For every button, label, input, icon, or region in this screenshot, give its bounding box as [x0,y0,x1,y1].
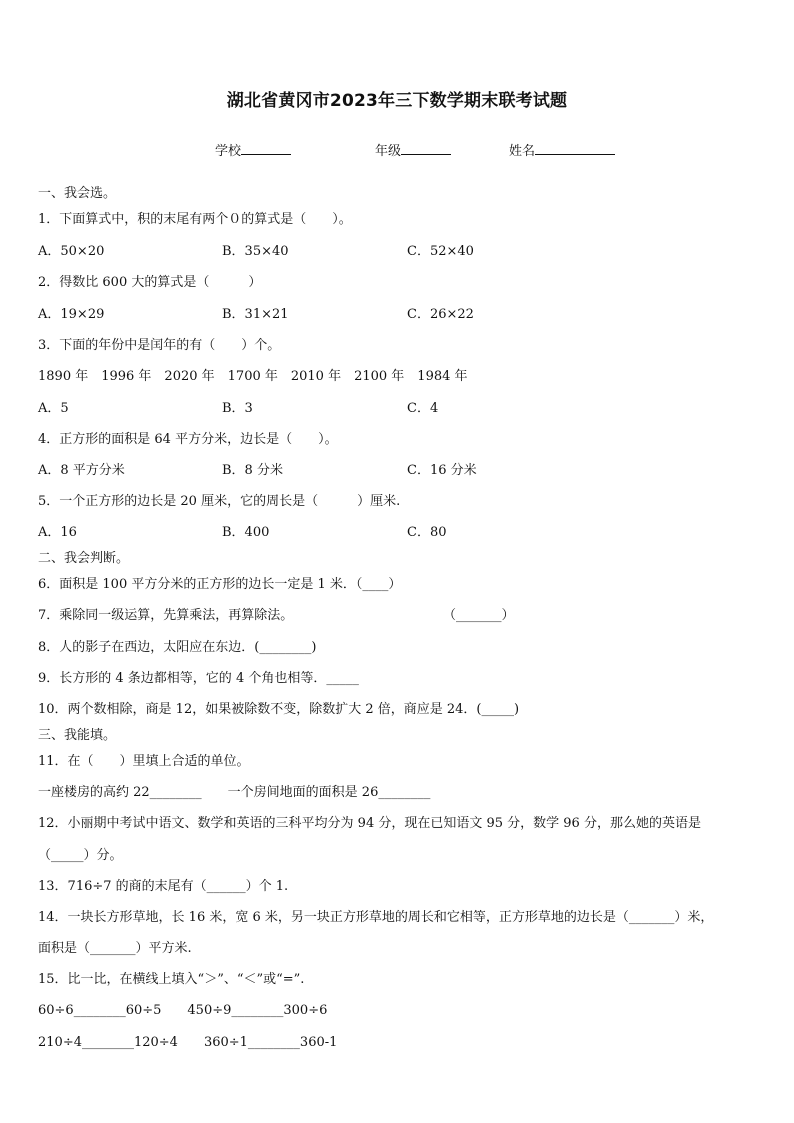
q1-option-b: B．35×40 [222,244,289,259]
q5-option-a: A．16 [38,525,77,540]
q3-option-b: B．3 [222,401,253,416]
school-label: 学校 [215,144,242,159]
section-heading-choice: 一、我会选。 [38,186,117,201]
question-12-line-2: （_____）分。 [38,848,123,863]
question-6: 6．面积是 100 平方分米的正方形的边长一定是 1 米．（____） [38,577,402,592]
q15-compare-line-2: 210÷4________120÷4 360÷1________360-1 [38,1035,338,1050]
question-4: 4．正方形的面积是 64 平方分米，边长是（ ）。 [38,432,338,447]
q2-option-c: C．26×22 [407,307,474,322]
grade-label: 年级 [375,144,402,159]
question-11: 11．在（ ）里填上合适的单位。 [38,754,250,769]
q3-years: 1890 年 1996 年 2020 年 1700 年 2010 年 2100 年 1984 年 [38,369,468,384]
q11-blanks: 一座楼房的高约 22________ 一个房间地面的面积是 26________ [38,785,431,800]
q7-answer-blank: （_______） [443,608,515,623]
question-5: 5．一个正方形的边长是 20 厘米，它的周长是（ ）厘米. [38,494,401,509]
q1-option-a: A．50×20 [38,244,105,259]
question-14-line-1: 14．一块长方形草地，长 16 米，宽 6 米，另一块正方形草地的周长和它相等，正方形草地的边长是（_______）米， [38,910,714,925]
name-label: 姓名 [509,144,536,159]
question-1: 1．下面算式中，积的末尾有两个０的算式是（ ）。 [38,212,352,227]
school-field [215,140,291,159]
name-field [509,140,615,159]
section-heading-judge: 二、我会判断。 [38,551,130,566]
q3-option-c: C．4 [407,401,439,416]
q2-option-a: A．19×29 [38,307,105,322]
grade-field [375,140,451,159]
school-blank[interactable] [241,140,291,155]
q2-option-b: B．31×21 [222,307,289,322]
question-2: 2．得数比 600 大的算式是（ ） [38,275,262,290]
question-12-line-1: 12．小丽期中考试中语文、数学和英语的三科平均分为 94 分，现在已知语文 95 分，数学 96 分，那么她的英语是 [38,816,701,831]
question-14-line-2: 面积是（_______）平方米. [38,941,192,956]
question-9: 9．长方形的 4 条边都相等，它的 4 个角也相等．_____ [38,671,359,686]
grade-blank[interactable] [401,140,451,155]
q5-option-c: C．80 [407,525,447,540]
question-7: 7．乘除同一级运算，先算乘法，再算除法。 [38,608,294,623]
q4-option-c: C．16 分米 [407,463,477,478]
q15-compare-line-1: 60÷6________60÷5 450÷9________300÷6 [38,1003,328,1018]
q4-option-a: A．8 平方分米 [38,463,125,478]
question-3: 3．下面的年份中是闰年的有（ ）个。 [38,338,281,353]
section-heading-fill: 三、我能填。 [38,728,117,743]
q4-option-b: B．8 分米 [222,463,283,478]
q3-option-a: A．5 [38,401,69,416]
page-title: 湖北省黄冈市2023年三下数学期末联考试题 [226,91,568,111]
question-10: 10．两个数相除，商是 12，如果被除数不变，除数扩大 2 倍，商应是 24．(_____) [38,702,520,717]
question-13: 13．716÷7 的商的末尾有（______）个 1. [38,879,289,894]
question-8: 8．人的影子在西边，太阳应在东边．(________) [38,640,317,655]
question-15: 15．比一比，在横线上填入“＞”、“＜”或“=”. [38,972,305,987]
q1-option-c: C．52×40 [407,244,474,259]
name-blank[interactable] [535,140,615,155]
q5-option-b: B．400 [222,525,270,540]
